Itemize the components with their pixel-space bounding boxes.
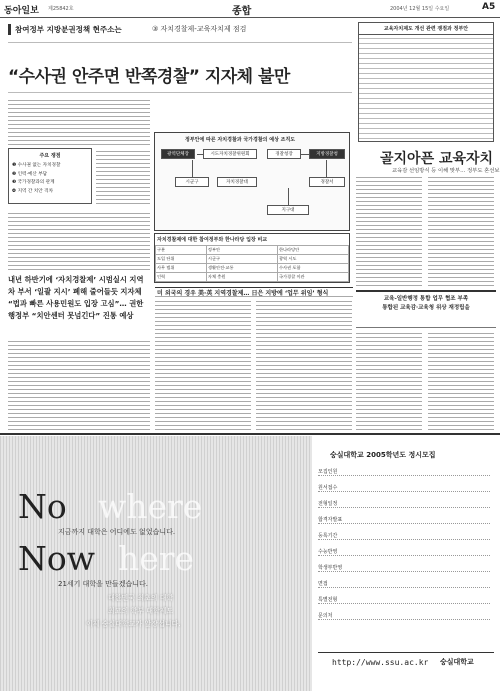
publish-date: 2004년 12월 15일 수요일 xyxy=(390,6,450,12)
connector xyxy=(301,154,309,155)
ad-word-here: here xyxy=(118,539,195,578)
table-row xyxy=(156,273,349,282)
table-cell: 시군구 xyxy=(206,255,277,264)
info-row xyxy=(318,532,490,540)
text-block xyxy=(428,176,494,286)
ad-url-link[interactable]: http://www.ssu.ac.kr xyxy=(332,658,429,667)
connector xyxy=(326,160,327,177)
info-label: 합격자발표 xyxy=(318,517,343,523)
table-row xyxy=(156,255,349,264)
text-block xyxy=(356,176,422,286)
ad-line: 최고의 학부 대학제도 xyxy=(108,607,174,615)
table-cell: 수사권 포함 xyxy=(277,264,348,273)
info-row xyxy=(318,580,490,588)
info-row xyxy=(318,468,490,476)
education-callout xyxy=(356,290,496,328)
diagram-node: 지방경찰청 xyxy=(309,149,345,159)
section-title: 종합 xyxy=(232,6,252,17)
table-cell: 국가경찰 이관 xyxy=(277,273,348,282)
info-row xyxy=(318,612,490,620)
table-header: 한나라당안 xyxy=(277,246,348,255)
info-row xyxy=(318,596,490,604)
diagram-node: 자치경찰대 xyxy=(217,177,257,187)
foreign-cases-heading: 미 외국의 경우 美·英 지역경찰제… 日은 지방에 ‘업무 위임’ 형식 xyxy=(155,287,353,297)
page-number: A5 xyxy=(482,2,496,12)
table-cell: 광역 시도 xyxy=(277,255,348,264)
masthead xyxy=(0,0,500,18)
divider xyxy=(318,652,494,653)
table-title: 자치경찰제에 대한 참여정부와 한나라당 입장 비교 xyxy=(157,237,268,243)
series-label: ③ 자치경찰제-교육자치제 점검 xyxy=(152,25,247,33)
ad-word-no: No xyxy=(18,487,67,526)
diagram-node: 광역단체장 xyxy=(161,149,195,159)
diagram-node: 시군구 xyxy=(175,177,209,187)
callout-line: 교육-일반행정 통합 업무 협조 부족 xyxy=(383,296,469,302)
divider xyxy=(8,90,352,93)
table-cell: 생활안전·교통 xyxy=(206,264,277,273)
info-label: 모집인원 xyxy=(318,469,338,475)
info-row xyxy=(318,500,490,508)
ad-line: 이제 숭실대학교가 앞장섭니다. xyxy=(86,620,181,628)
table-header: 정부안 xyxy=(206,246,277,255)
issue-item: ❶ 수사권 없는 자치경찰 xyxy=(12,163,61,168)
info-label: 문의처 xyxy=(318,613,333,619)
text-block xyxy=(428,332,494,430)
ad-title: 숭실대학교 2005학년도 정시모집 xyxy=(330,451,436,459)
table-cell: 도입 단위 xyxy=(156,255,207,264)
info-label: 등록기간 xyxy=(318,533,338,539)
ad-tagline: 21세기 대학을 만들겠습니다. xyxy=(58,580,148,588)
education-table xyxy=(358,22,494,142)
education-table-body xyxy=(359,35,493,139)
university-logo: 숭실대학교 xyxy=(440,658,474,666)
issues-box xyxy=(8,148,92,204)
diagram-node: 시도자치경찰위원회 xyxy=(203,149,257,159)
headline: “수사권 안주면 반쪽경찰” 지자체 불만 xyxy=(8,67,290,87)
table xyxy=(155,245,349,282)
newspaper-logo: 동아일보 xyxy=(4,6,39,16)
diagram-node: 경찰서 xyxy=(309,177,345,187)
text-block xyxy=(8,210,150,270)
admission-info xyxy=(318,468,490,628)
info-label: 전형일정 xyxy=(318,501,338,507)
connector xyxy=(197,154,203,155)
info-row xyxy=(318,564,490,572)
text-block xyxy=(256,300,352,430)
article-kicker: 참여정부 지방분권정책 현주소는 xyxy=(8,24,122,35)
table-cell: 자체 충원 xyxy=(206,273,277,282)
info-label: 면접 xyxy=(318,581,328,587)
info-row xyxy=(318,484,490,492)
table-cell: 인력 xyxy=(156,273,207,282)
text-block xyxy=(356,332,422,430)
diagram-node: 경찰청장 xyxy=(267,149,301,159)
info-label: 학생부반영 xyxy=(318,565,343,571)
ad-word-now: Now xyxy=(18,539,95,578)
connector xyxy=(192,160,193,177)
table-row xyxy=(156,264,349,273)
table-cell: 사무 범위 xyxy=(156,264,207,273)
table-header: 구분 xyxy=(156,246,207,255)
issue-item: ❹ 지역 간 치안 격차 xyxy=(12,188,54,194)
info-label: 특별전형 xyxy=(318,597,338,603)
ad-line: 대한민국 최초의 대학 xyxy=(108,594,174,602)
ad-tagline: 지금까지 대학은 어디에도 없었습니다. xyxy=(58,528,176,536)
ad-word-where: where xyxy=(98,487,203,526)
org-diagram xyxy=(154,132,350,231)
text-block xyxy=(8,340,150,430)
intro-text-block xyxy=(8,97,150,145)
diagram-node: 지구대 xyxy=(267,205,309,215)
info-label: 원서접수 xyxy=(318,485,338,491)
text-block xyxy=(155,300,251,430)
comparison-table xyxy=(154,233,350,283)
diagram-title: 정부안에 따른 자치경찰과 국가경찰의 예상 조직도 xyxy=(185,137,296,143)
info-row xyxy=(318,548,490,556)
issue-item: ❷ 인력·예산 부담 xyxy=(12,171,48,177)
callout-line: 통합된 교육감·교육청 위상 재정립을 xyxy=(382,305,470,311)
education-table-title: 교육자치제도 개선 관련 쟁점과 정부안 xyxy=(359,23,493,35)
education-subhead: 교육감 선임방식 등 이해 맞부… 정부도 혼선보 xyxy=(392,168,500,174)
divider xyxy=(8,40,352,43)
issue-number: 제25842호 xyxy=(48,6,74,12)
issue-item: ❸ 국가경찰과의 관계 xyxy=(12,180,55,185)
issues-box-title: 주요 쟁점 xyxy=(39,153,61,159)
text-block xyxy=(96,148,150,204)
info-label: 수능반영 xyxy=(318,549,338,555)
connector xyxy=(288,188,289,205)
article-subhead: 내년 하반기에 ‘자치경찰제’ 시범실시 지역차 부서 ‘일괄 지시’ 폐해 줄어들듯 지자체 “법과 빠른 사용민원도 입장 고심”… 권한 행정부 “치안센터 못넘긴다” 진통 예상 xyxy=(8,275,144,320)
info-row xyxy=(318,516,490,524)
education-headline: 골지아픈 교육자치 xyxy=(380,151,494,167)
